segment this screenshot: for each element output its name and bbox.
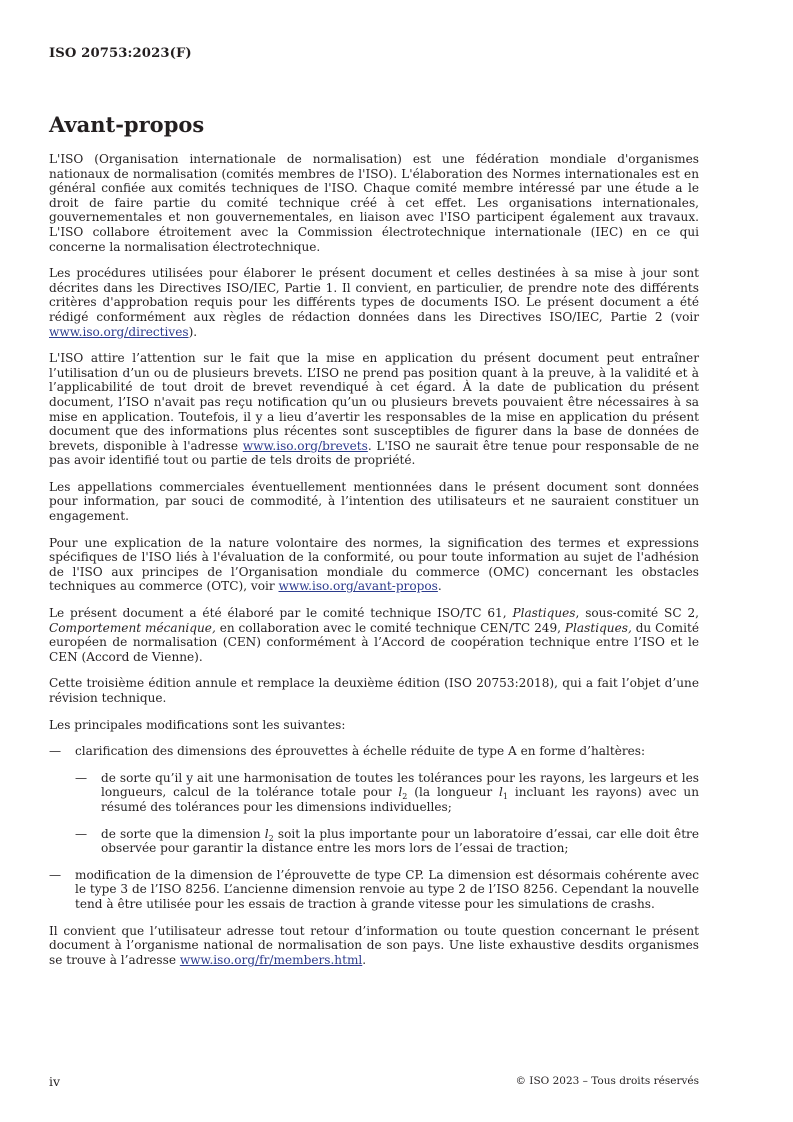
dash-marker: —	[75, 826, 88, 841]
dash-marker: —	[49, 867, 62, 882]
paragraph-changes-intro: Les principales modifications sont les suivantes:	[49, 717, 346, 732]
dash-marker: —	[75, 770, 88, 785]
paragraph-directives: Les procédures utilisées pour élaborer le présent document et celles destinées à sa mise à jour sont décrites dans les Directives ISO/IEC, Partie 1. Il convient, en particulier, de prendre note des différents critères d'approbation requis pour les différents types de documents ISO. Le présent document a été rédigé conformément aux règles de rédaction données dans les Directives ISO/IEC, Partie 2 (voir www.iso.org/directives).	[49, 266, 699, 339]
members-link[interactable]: www.iso.org/fr/members.html	[179, 952, 363, 967]
list-item: — modification de la dimension de l’éprouvette de type CP. La dimension est désormais cohérente avec le type 3 de l’ISO 8256. L’ancienne dimension renvoie au type 2 de l’ISO 8256. Cependant la nouvelle tend à être utilisée pour les essais de traction à grande vitesse pour les simulations de crashs.	[49, 867, 699, 911]
patents-link[interactable]: www.iso.org/brevets	[242, 438, 368, 453]
page-number: iv	[49, 1074, 61, 1089]
page-title: Avant-propos	[49, 112, 205, 137]
list-item: — clarification des dimensions des éprouvettes à échelle réduite de type A en forme d’haltères:	[49, 744, 646, 759]
foreword-link[interactable]: www.iso.org/avant-propos	[278, 579, 438, 594]
paragraph-edition: Cette troisième édition annule et remplace la deuxième édition (ISO 20753:2018), qui a fait l’objet d’une révision technique.	[49, 676, 699, 705]
directives-link[interactable]: www.iso.org/directives	[49, 324, 189, 339]
paragraph-patents: L'ISO attire l’attention sur le fait que la mise en application du présent document peut entraîner l’utilisation d’un ou de plusieurs brevets. L’ISO ne prend pas position quant à la preuve, à la validité et à l’applicabilité de tout droit de brevet revendiqué à cet égard. À la date de publication du présent document, l’ISO n'avait pas reçu notification qu’un ou plusieurs brevets pouvaient être nécessaires à sa mise en application. Toutefois, il y a lieu d’avertir les responsables de la mise en application du présent document que des informations plus récentes sont susceptibles de figurer dans la base de données de brevets, disponible à l'adresse www.iso.org/brevets. L'ISO ne saurait être tenue pour responsable de ne pas avoir identifié tout ou partie de tels droits de propriété.	[49, 351, 699, 468]
document-id: ISO 20753:2023(F)	[49, 46, 192, 61]
dash-marker: —	[49, 744, 62, 759]
sub-list-item: — de sorte que la dimension $l_2$ soit la plus importante pour un laboratoire d’essai, car elle doit être observée pour garantir la distance entre les mors lors de l’essai de traction;	[75, 826, 699, 856]
sub-list-item: — de sorte qu’il y ait une harmonisation de toutes les tolérances pour les rayons, les largeurs et les longueurs, calcul de la tolérance totale pour $l_2$ (la longueur $l_1$ incluant les rayons) avec un résumé des tolérances pour les dimensions individuelles;	[75, 770, 699, 814]
paragraph-iso-intro: L'ISO (Organisation internationale de normalisation) est une fédération mondiale d'organismes nationaux de normalisation (comités membres de l'ISO). L'élaboration des Normes internationales est en général confiée aux comités techniques de l'ISO. Chaque comité membre intéressé par une étude a le droit de faire partie du comité technique créé à cet effet. Les organisations internationales, gouvernementales et non gouvernementales, en liaison avec l'ISO participent également aux travaux. L'ISO collabore étroitement avec la Commission électrotechnique internationale (IEC) en ce qui concerne la normalisation électrotechnique.	[49, 152, 699, 254]
paragraph-trade-names: Les appellations commerciales éventuellement mentionnées dans le présent document sont données pour information, par souci de commodité, à l’intention des utilisateurs et ne sauraient constituer un engagement.	[49, 479, 699, 524]
paragraph-feedback: Il convient que l’utilisateur adresse tout retour d’information ou toute question concernant le présent document à l’organisme national de normalisation de son pays. Une liste exhaustive desdits organismes se trouve à l’adresse www.iso.org/fr/members.html.	[49, 923, 699, 967]
paragraph-committee: Le présent document a été élaboré par le comité technique ISO/TC 61, Plastiques, sous-comité SC 2, Comportement mécanique, en collaboration avec le comité technique CEN/TC 249, Plastiques, du Comité européen de normalisation (CEN) conformément à l’Accord de coopération technique entre l’ISO et le CEN (Accord de Vienne).	[49, 606, 699, 664]
copyright-notice: © ISO 2023 – Tous droits réservés	[515, 1075, 699, 1087]
paragraph-voluntary-nature: Pour une explication de la nature volontaire des normes, la signification des termes et expressions spécifiques de l'ISO liés à l'évaluation de la conformité, ou pour toute information au sujet de l'adhésion de l'ISO aux principes de l’Organisation mondiale du commerce (OMC) concernant les obstacles techniques au commerce (OTC), voir www.iso.org/avant-propos.	[49, 535, 699, 594]
foreword-body	[49, 152, 699, 979]
